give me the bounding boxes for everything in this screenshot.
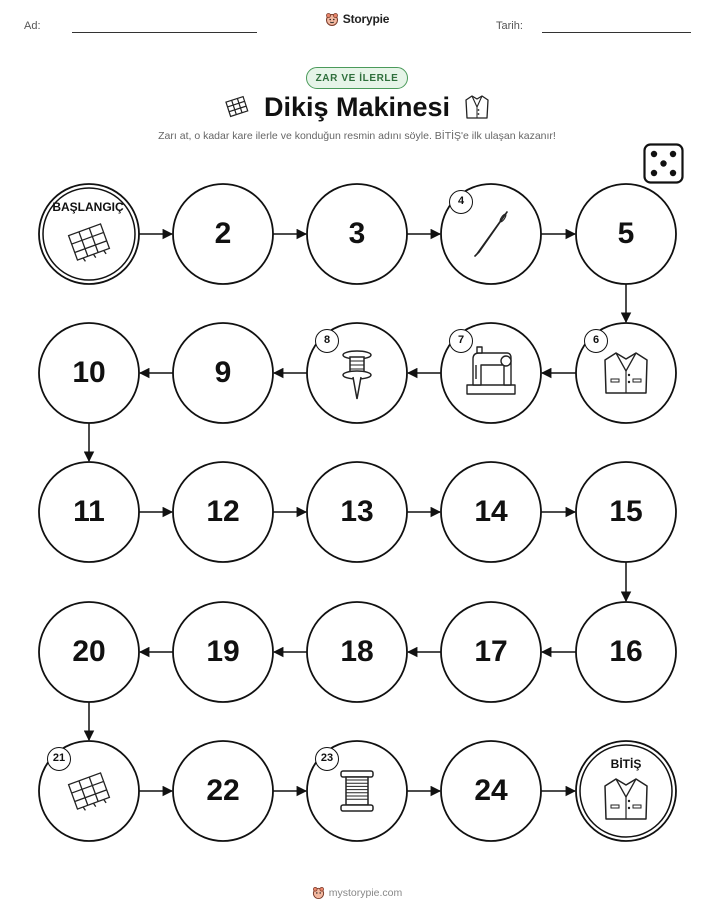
cell-number-badge: 7 <box>449 329 473 353</box>
cell-number: 15 <box>609 495 643 528</box>
cell-number: 14 <box>474 495 508 528</box>
cell-number: 3 <box>348 217 366 250</box>
cell-number: 11 <box>73 495 105 528</box>
jacket-icon <box>605 779 647 819</box>
cell-number-badge: 8 <box>315 329 339 353</box>
cell-number: 22 <box>206 774 240 807</box>
board-cell-25 <box>576 741 676 841</box>
board-cell-1 <box>39 184 139 284</box>
jacket-icon <box>605 353 647 393</box>
cell-number: 2 <box>214 217 232 250</box>
cell-number-badge: 23 <box>315 747 339 771</box>
cell-number: 19 <box>206 635 240 668</box>
cell-number-badge: 21 <box>47 747 71 771</box>
page-title: Dikiş Makinesi <box>263 91 451 122</box>
game-type-badge: ZAR VE İLERLE <box>306 67 408 89</box>
brand-name: Storypie <box>342 12 390 26</box>
thread-spool-icon <box>341 771 373 811</box>
storypie-logo-icon <box>312 886 325 899</box>
footer <box>0 886 714 899</box>
start-label: BAŞLANGIÇ <box>52 200 124 214</box>
finish-label: BİTİŞ <box>610 757 642 771</box>
cell-number: 5 <box>617 217 635 250</box>
cell-number: 9 <box>214 356 232 389</box>
cell-number: 17 <box>474 635 508 668</box>
cell-number: 16 <box>609 635 643 668</box>
cell-number: 24 <box>474 774 508 807</box>
cell-number-badge: 6 <box>584 329 608 353</box>
cell-number: 12 <box>206 495 240 528</box>
cell-number-badge: 4 <box>449 190 473 214</box>
date-label: Tarih: <box>496 20 523 32</box>
instructions: Zarı at, o kadar kare ilerle ve konduğun resmin adını söyle. BİTİŞ'e ilk ulaşan kazanır! <box>158 130 556 142</box>
cell-number: 18 <box>340 635 374 668</box>
name-label: Ad: <box>24 20 41 32</box>
footer-url: mystorypie.com <box>328 886 403 899</box>
cell-number: 13 <box>340 495 374 528</box>
cell-number: 20 <box>72 635 106 668</box>
cell-number: 10 <box>72 356 106 389</box>
